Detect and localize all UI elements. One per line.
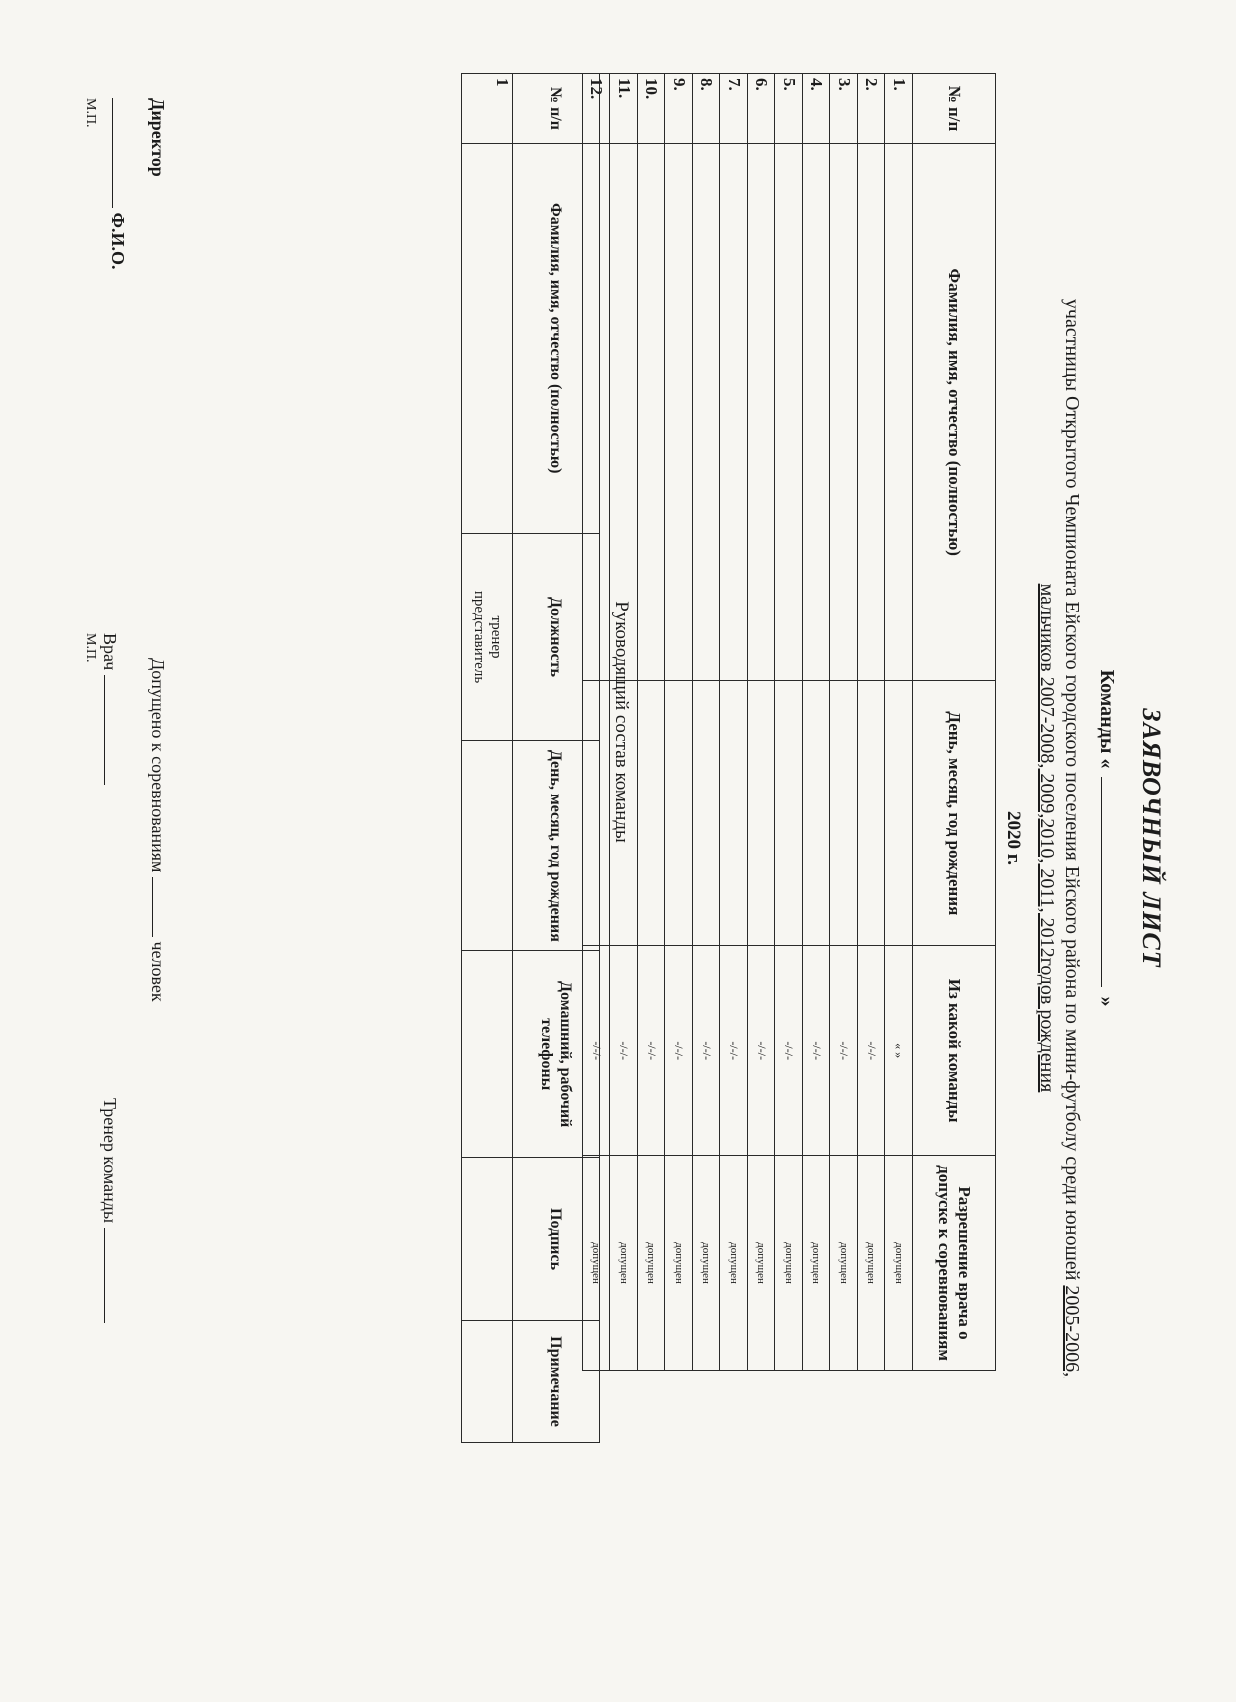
name-cell[interactable] [748,143,776,681]
name-cell[interactable] [665,143,693,681]
row-num: 3. [830,74,858,144]
doctor-stamp-mark: М.П. [83,633,98,663]
subtitle-line-1: участницы Открытого Чемпионата Ейского городского поселения Ейского района по мини-футболу среди юношей [1061,298,1083,1281]
document-title: ЗАЯВОЧНЫЙ ЛИСТ [1137,708,1166,968]
team-cell: -/-/- [693,946,721,1156]
team-cell: « » [885,946,913,1156]
players-col-admission: Разрешение врача о допуске к соревнованиям [913,1156,996,1371]
birth-cell[interactable] [830,681,858,946]
team-name-blank [1101,777,1118,987]
row-num: 8. [693,74,721,144]
staff-header-row [513,74,600,1443]
name-cell[interactable] [693,143,721,681]
team-name-line [1095,58,1118,1618]
birth-cell[interactable] [858,681,886,946]
name-cell[interactable] [775,143,803,681]
admission-cell: допущен [665,1156,693,1371]
staff-signature-cell[interactable] [462,1158,513,1321]
open-quote: « [1096,758,1118,769]
table-row [858,74,886,1371]
admitted-prefix: Допущено к соревнованиям [148,658,168,873]
subtitle-line-1-tail: 2005-2006, [1061,1285,1083,1378]
row-num: 11. [610,74,638,144]
staff-note-cell[interactable] [462,1320,513,1442]
position-coach: тренер [488,615,504,659]
birth-cell[interactable] [803,681,831,946]
admission-cell: допущен [858,1156,886,1371]
admission-cell: допущен [693,1156,721,1371]
staff-col-signature: Подпись [513,1158,600,1321]
doctor-label: Врач [100,633,120,671]
admission-cell: допущен [610,1156,638,1371]
birth-cell[interactable] [885,681,913,946]
team-cell: -/-/- [610,946,638,1156]
staff-row-num: 1 [462,74,513,144]
admission-cell: допущен [885,1156,913,1371]
row-num: 5. [775,74,803,144]
table-row [638,74,666,1371]
subtitle [1034,58,1084,1618]
director-fio: Ф.И.О. [108,212,128,270]
birth-cell[interactable] [665,681,693,946]
row-num: 4. [803,74,831,144]
players-col-name: Фамилия, имя, отчество (полностью) [913,143,996,681]
director-label: Директор [148,98,168,177]
admission-cell: допущен [583,1156,611,1371]
admission-cell: допущен [720,1156,748,1371]
players-col-team: Из какой команды [913,946,996,1156]
birth-cell[interactable] [748,681,776,946]
staff-name-cell[interactable] [462,143,513,533]
team-cell: -/-/- [803,946,831,1156]
team-cell: -/-/- [830,946,858,1156]
team-cell: -/-/- [638,946,666,1156]
staff-phone-cell[interactable] [462,951,513,1158]
row-num: 9. [665,74,693,144]
name-cell[interactable] [858,143,886,681]
position-representative: представитель [471,590,487,684]
row-num: 2. [858,74,886,144]
table-row [720,74,748,1371]
table-row [885,74,913,1371]
table-row [462,74,513,1443]
admission-cell: допущен [830,1156,858,1371]
staff-col-phones: Домашний, рабочий телефоны [513,951,600,1158]
subtitle-line-2: мальчиков 2007-2008, 2009,2010, 2011, 2012годов рождения [1036,583,1058,1093]
table-row [693,74,721,1371]
row-num: 10. [638,74,666,144]
table-row [803,74,831,1371]
admitted-count-blank[interactable] [152,877,167,937]
table-row [775,74,803,1371]
coach-line [99,1098,120,1323]
staff-col-num: № п/п [513,74,600,144]
players-col-birth: День, месяц, год рождения [913,681,996,946]
staff-table [461,73,600,1443]
name-cell[interactable] [720,143,748,681]
team-cell: -/-/- [720,946,748,1156]
players-table [582,73,996,1371]
table-row [748,74,776,1371]
staff-position-cell [462,533,513,741]
staff-birth-cell[interactable] [462,741,513,951]
doctor-signature-blank[interactable] [104,675,119,785]
admission-cell: допущен [775,1156,803,1371]
table-row [830,74,858,1371]
director-signature [107,98,128,269]
name-cell[interactable] [885,143,913,681]
team-cell: -/-/- [748,946,776,1156]
birth-cell[interactable] [775,681,803,946]
name-cell[interactable] [803,143,831,681]
birth-cell[interactable] [720,681,748,946]
application-sheet [68,58,1168,1618]
name-cell[interactable] [830,143,858,681]
team-cell: -/-/- [858,946,886,1156]
team-prefix: Команды [1096,669,1118,754]
birth-cell[interactable] [693,681,721,946]
staff-col-note: Примечание [513,1320,600,1442]
staff-col-name: Фамилия, имя, отчество (полностью) [513,143,600,533]
row-num: 12. [583,74,611,144]
team-cell: -/-/- [775,946,803,1156]
admitted-suffix: человек [148,941,168,1002]
year: 2020 г. [1003,811,1024,865]
team-cell: -/-/- [583,946,611,1156]
coach-label: Тренер команды [100,1098,120,1224]
staff-col-birth: День, месяц, год рождения [513,741,600,951]
row-num: 7. [720,74,748,144]
admission-cell: допущен [748,1156,776,1371]
staff-caption: Руководящий состав команды [611,601,632,843]
staff-col-position: Должность [513,533,600,741]
players-col-num: № п/п [913,74,996,144]
admitted-line [147,658,168,1002]
name-cell[interactable] [638,143,666,681]
coach-signature-blank[interactable] [104,1228,119,1323]
close-quote: » [1096,996,1118,1007]
row-num: 6. [748,74,776,144]
birth-cell[interactable] [638,681,666,946]
admission-cell: допущен [638,1156,666,1371]
admission-cell: допущен [803,1156,831,1371]
team-cell: -/-/- [665,946,693,1156]
doctor-line [99,633,120,785]
director-signature-blank[interactable] [112,98,127,208]
players-header-row [913,74,996,1371]
director-stamp-mark: М.П. [83,98,98,128]
table-row [665,74,693,1371]
row-num: 1. [885,74,913,144]
